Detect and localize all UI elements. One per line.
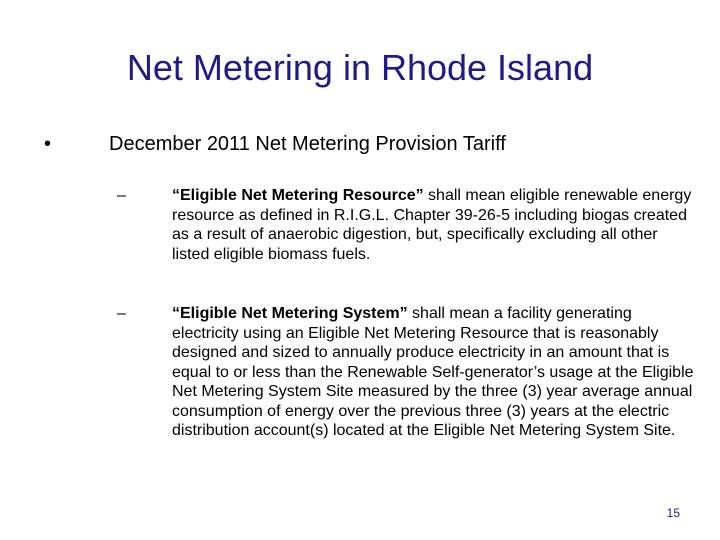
bullet-marker: •: [44, 133, 52, 155]
page-number: 15: [666, 506, 680, 520]
definition-text: shall mean a facility generating electricity using an Eligible Net Metering Resource that is reasonably designed and sized to annually produce electricity in an amount that is equal to or less than the Renewable Self-generator’s usage at the Eligible Net Metering System Site measured by the three (3) year average annual consumption of energy over the previous three (3) years at the electric distribution account(s) located at the Eligible Net Metering System Site.: [172, 305, 694, 439]
term-label: “Eligible Net Metering Resource”: [172, 187, 424, 204]
bullet-text: December 2011 Net Metering Provision Tariff: [109, 133, 506, 155]
slide-title: Net Metering in Rhode Island: [126, 47, 594, 88]
sub-bullet-marker: –: [117, 305, 126, 322]
definition-text: shall mean eligible renewable energy resource as defined in R.I.G.L. Chapter 39-26-5 including biogas created as a result of anaerobic digestion, but, specifically excluding all other listed eligible biomass fuels.: [172, 187, 692, 263]
sub-bullet-resource-definition: [172, 186, 694, 264]
sub-bullet-marker: –: [117, 187, 126, 204]
sub-bullet-system-definition: [172, 304, 694, 441]
term-label: “Eligible Net Metering System”: [172, 305, 408, 322]
